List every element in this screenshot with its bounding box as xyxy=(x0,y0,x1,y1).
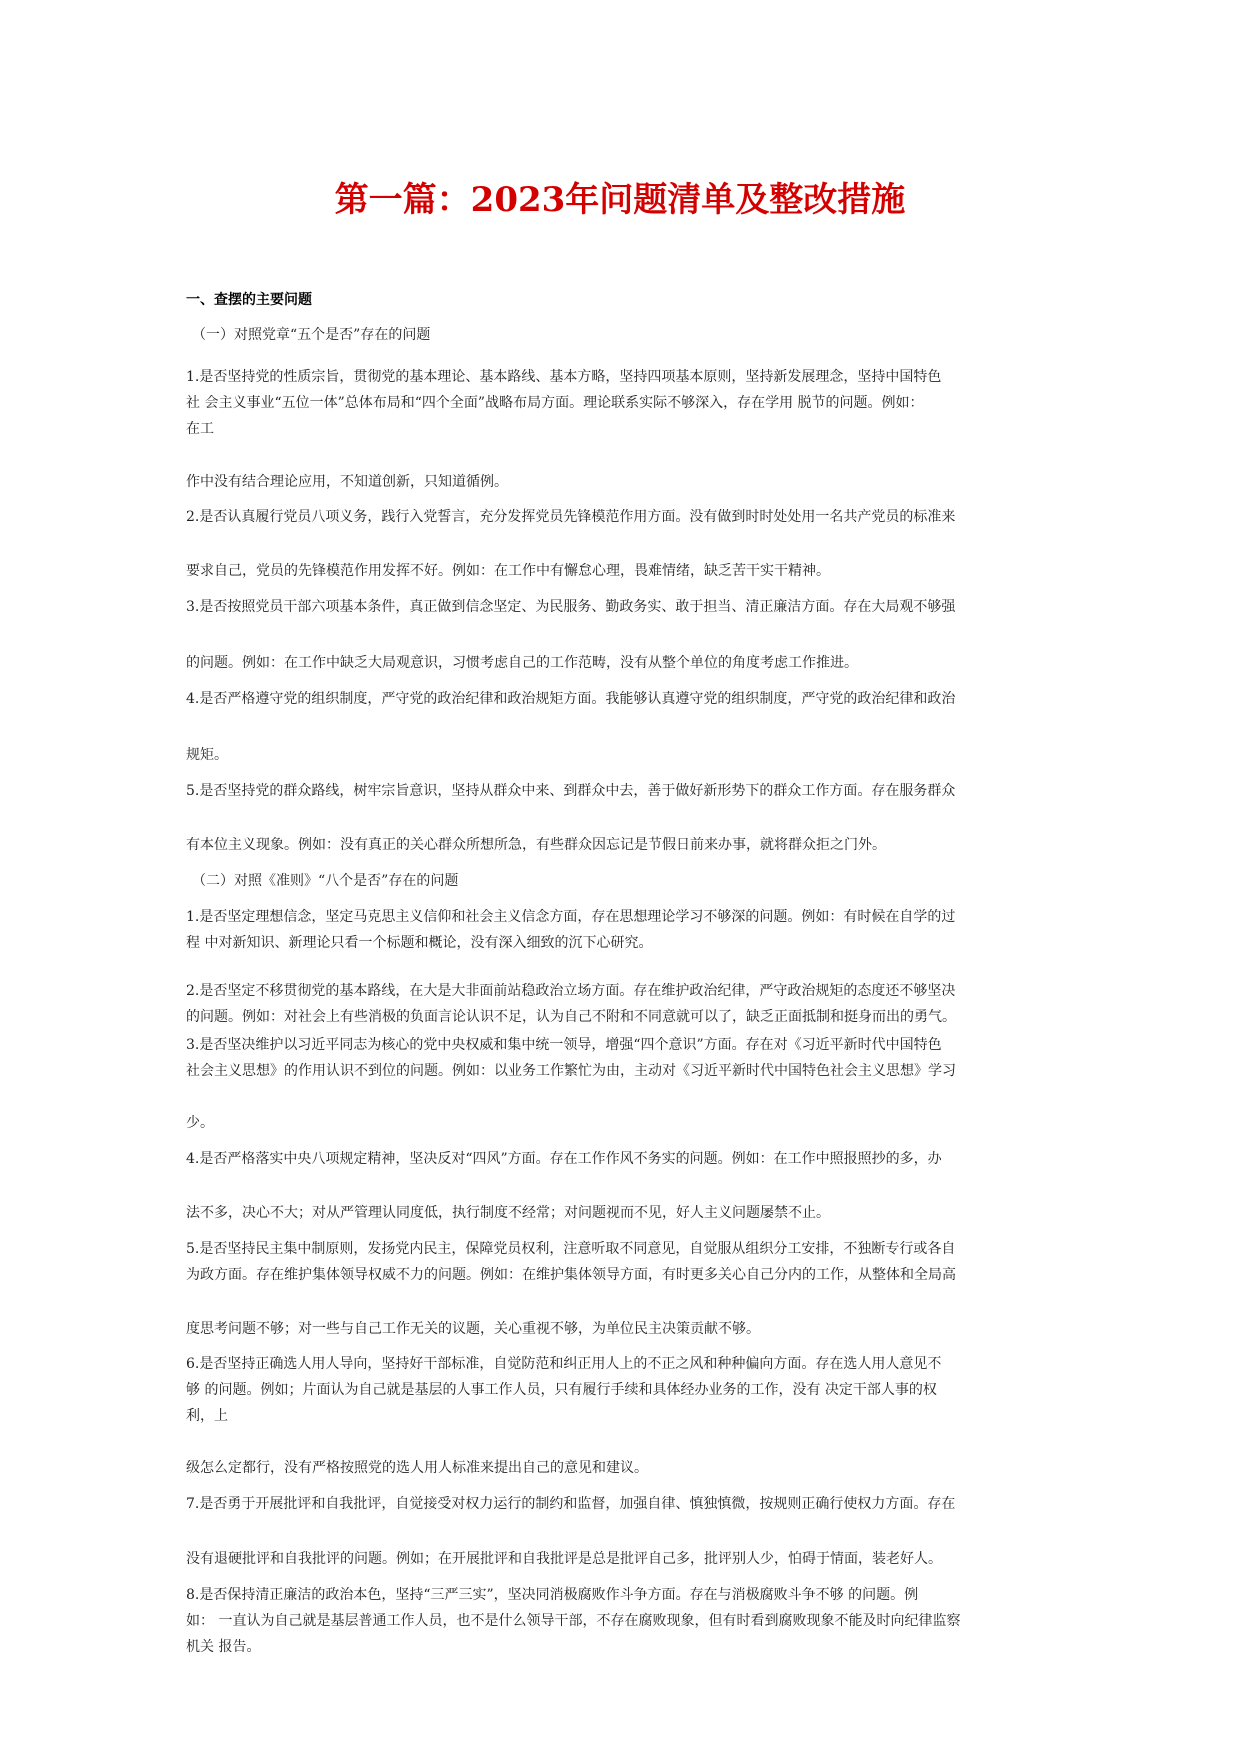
text-line: （一）对照党章“五个是否”存在的问题 xyxy=(192,327,431,343)
text-line: 1.是否坚定理想信念，坚定马克思主义信仰和社会主义信念方面，存在思想理论学习不够深的问题。例如：有时候在自学的过 xyxy=(186,909,956,925)
text-line: 2.是否坚定不移贯彻党的基本路线，在大是大非面前站稳政治立场方面。存在维护政治纪律，严守政治规矩的态度还不够坚决 xyxy=(186,983,956,999)
text-line: 有本位主义现象。例如：没有真正的关心群众所想所急，有些群众因忘记是节假日前来办事，就将群众拒之门外。 xyxy=(186,837,886,853)
text-line: 4.是否严格落实中央八项规定精神，坚决反对“四风”方面。存在工作作风不务实的问题。例如：在工作中照报照抄的多，办 xyxy=(186,1151,942,1167)
text-line: 2.是否认真履行党员八项义务，践行入党誓言，充分发挥党员先锋模范作用方面。没有做到时时处处用一名共产党员的标准来 xyxy=(186,509,956,525)
page-title: 第一篇：2023年问题清单及整改措施 xyxy=(334,180,906,220)
text-line: 1.是否坚持党的性质宗旨，贯彻党的基本理论、基本路线、基本方略，坚持四项基本原则，坚持新发展理念，坚持中国特色 xyxy=(186,369,942,385)
text-line: 社会主义思想》的作用认识不到位的问题。例如：以业务工作繁忙为由，主动对《习近平新时代中国特色社会主义思想》学习 xyxy=(186,1063,956,1079)
text-line: 社 会主义事业“五位一体”总体布局和“四个全面”战略布局方面。理论联系实际不够深入，存在学用 脱节的问题。例如： xyxy=(186,395,924,411)
text-line: 法不多，决心不大；对从严管理认同度低，执行制度不经常；对问题视而不见，好人主义问题屡禁不止。 xyxy=(186,1205,830,1221)
text-line: 作中没有结合理论应用，不知道创新，只知道循例。 xyxy=(186,474,508,490)
text-line: 度思考问题不够；对一些与自己工作无关的议题，关心重视不够，为单位民主决策贡献不够。 xyxy=(186,1321,760,1337)
text-line: 少。 xyxy=(186,1115,214,1131)
text-line: 级怎么定都行，没有严格按照党的选人用人标准来提出自己的意见和建议。 xyxy=(186,1460,648,1476)
text-line: 5.是否坚持党的群众路线，树牢宗旨意识，坚持从群众中来、到群众中去，善于做好新形势下的群众工作方面。存在服务群众 xyxy=(186,783,956,799)
text-line: 要求自己，党员的先锋模范作用发挥不好。例如：在工作中有懈怠心理，畏难情绪，缺乏苦干实干精神。 xyxy=(186,563,830,579)
text-line: 8.是否保持清正廉洁的政治本色，坚持“三严三实”，坚决同消极腐败作斗争方面。存在与消极腐败斗争不够 的问题。例 xyxy=(186,1587,919,1603)
text-line: 的问题。例如：对社会上有些消极的负面言论认识不足，认为自己不附和不同意就可以了，缺乏正面抵制和挺身而出的勇气。 xyxy=(186,1009,956,1025)
text-line: 够 的问题。例如；片面认为自己就是基层的人事工作人员，只有履行手续和具体经办业务的工作，没有 决定干部人事的权 xyxy=(186,1382,937,1398)
text-line: 没有退硬批评和自我批评的问题。例如；在开展批评和自我批评是总是批评自己多，批评别人少，怕碍于情面，装老好人。 xyxy=(186,1551,942,1567)
text-line: 4.是否严格遵守党的组织制度，严守党的政治纪律和政治规矩方面。我能够认真遵守党的组织制度，严守党的政治纪律和政治 xyxy=(186,691,956,707)
text-line: （二）对照《准则》“八个是否”存在的问题 xyxy=(192,873,459,889)
text-line: 7.是否勇于开展批评和自我批评，自觉接受对权力运行的制约和监督，加强自律、慎独慎微，按规则正确行使权力方面。存在 xyxy=(186,1496,956,1512)
text-line: 程 中对新知识、新理论只看一个标题和概论，没有深入细致的沉下心研究。 xyxy=(186,935,653,951)
text-line: 利，上 xyxy=(186,1408,228,1424)
text-line: 的问题。例如：在工作中缺乏大局观意识，习惯考虑自己的工作范畴，没有从整个单位的角度考虑工作推进。 xyxy=(186,655,858,671)
text-line: 6.是否坚持正确选人用人导向，坚持好干部标准，自觉防范和纠正用人上的不正之风和种种偏向方面。存在选人用人意见不 xyxy=(186,1356,942,1372)
text-line: 为政方面。存在维护集体领导权威不力的问题。例如：在维护集体领导方面，有时更多关心自己分内的工作，从整体和全局高 xyxy=(186,1267,956,1283)
section-heading: 一、查摆的主要问题 xyxy=(186,292,312,308)
text-line: 3.是否坚决维护以习近平同志为核心的党中央权威和集中统一领导，增强“四个意识”方面。存在对《习近平新时代中国特色 xyxy=(186,1037,942,1053)
text-line: 如： 一直认为自己就是基层普通工作人员，也不是什么领导干部，不存在腐败现象，但有时看到腐败现象不能及时向纪律监察 xyxy=(186,1613,961,1629)
text-line: 机关 报告。 xyxy=(186,1639,261,1655)
text-line: 5.是否坚持民主集中制原则，发扬党内民主，保障党员权利，注意听取不同意见，自觉服从组织分工安排，不独断专行或各自 xyxy=(186,1241,956,1257)
text-line: 规矩。 xyxy=(186,747,228,763)
text-line: 在工 xyxy=(186,421,214,437)
text-line: 3.是否按照党员干部六项基本条件，真正做到信念坚定、为民服务、勤政务实、敢于担当、清正廉洁方面。存在大局观不够强 xyxy=(186,599,956,615)
